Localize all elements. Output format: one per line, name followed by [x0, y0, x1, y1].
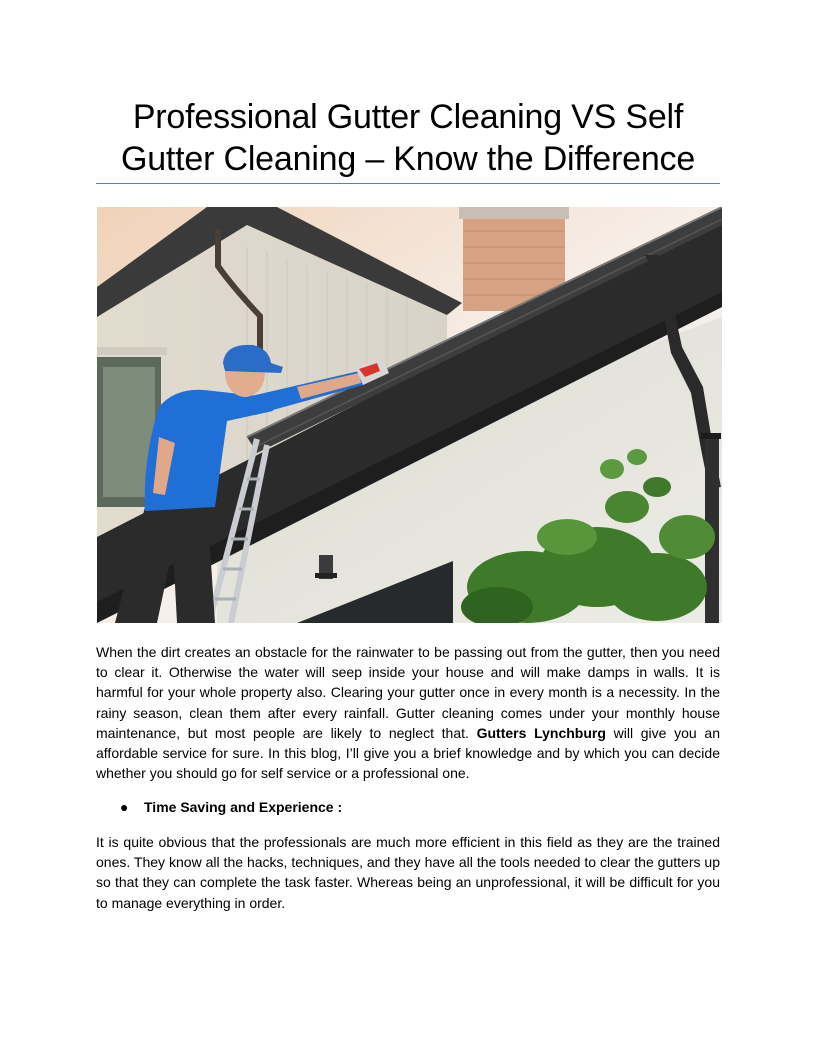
- title-underline: [96, 183, 720, 184]
- hero-image: [97, 207, 722, 623]
- section-heading-item: [120, 797, 342, 817]
- document-title: Professional Gutter Cleaning VS Self Gutter Cleaning – Know the Difference: [120, 98, 696, 178]
- business-name: Gutters Lynchburg: [476, 724, 606, 741]
- intro-text-after: will give you an affordable service for sure. In this blog, I’ll give you a brief knowledge and by which you can decide whether you should go for self service or a professional one.: [96, 724, 720, 782]
- section-heading: Time Saving and Experience :: [144, 799, 343, 815]
- intro-paragraph: [96, 642, 720, 783]
- intro-text-before: When the dirt creates an obstacle for the rainwater to be passing out from the gutter, then you need to clear it. Otherwise the water will seep inside your house and will make damps in walls. It is harmful for your whole property also. Clearing your gutter once in every month is a necessity. In the rainy season, clean them after every rainfall. Gutter cleaning comes under your monthly house maintenance, but most people are likely to neglect that.: [96, 644, 720, 741]
- section-body: It is quite obvious that the professionals are much more efficient in this field as they are the trained ones. They know all the hacks, techniques, and they have all the tools needed to clear the gutters up so that they can complete the task faster. Whereas being an unprofessional, it will be difficult for you to manage everything in order.: [96, 834, 720, 911]
- section-bullet-list: [120, 797, 342, 817]
- gutter-cleaning-photo: [97, 207, 722, 623]
- bullet-icon: ●: [120, 799, 129, 815]
